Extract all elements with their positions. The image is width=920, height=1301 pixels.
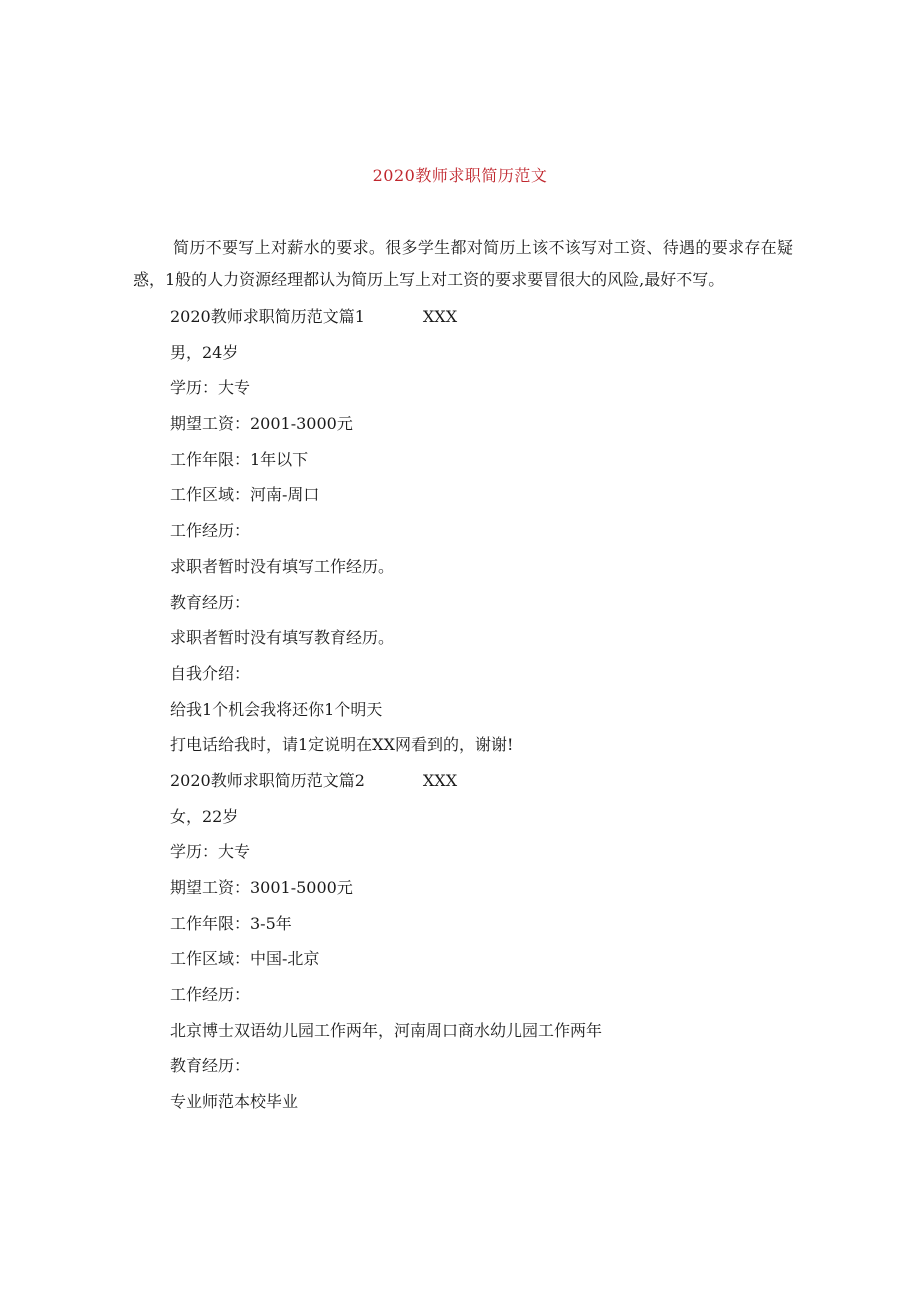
resume1-gender-age: 男，24岁 bbox=[170, 342, 239, 362]
resume1-expected-salary: 期望工资：2001-3000元 bbox=[170, 414, 353, 434]
resume2-name: XXX bbox=[422, 770, 458, 790]
resume1-heading-line bbox=[170, 304, 810, 340]
resume2-work-exp: 北京博士双语幼儿园工作两年，河南周口商水幼儿园工作两年 bbox=[170, 1020, 603, 1040]
resume1-heading: 2020教师求职简历范文篇1 bbox=[170, 307, 365, 326]
resume2-expected-salary: 期望工资：3001-5000元 bbox=[170, 878, 353, 897]
resume1-work-exp: 求职者暂时没有填写工作经历。 bbox=[170, 556, 395, 576]
resume1-edu-exp-label: 教育经历： bbox=[170, 592, 251, 612]
resume2-education-level: 学历：大专 bbox=[170, 842, 251, 862]
resume1-intro-label: 自我介绍： bbox=[170, 663, 251, 683]
resume1-intro-line2: 打电话给我时，请1定说明在XX网看到的，谢谢! bbox=[170, 735, 514, 755]
resume1-education-level: 学历：大专 bbox=[170, 378, 251, 398]
resume1-intro-line1: 给我1个机会我将还你1个明天 bbox=[170, 699, 383, 719]
resume2-work-exp-label: 工作经历： bbox=[170, 985, 251, 1005]
resume2-gender-age: 女，22岁 bbox=[170, 806, 239, 826]
resume1-work-exp-label: 工作经历： bbox=[170, 521, 251, 541]
resume2-work-years: 工作年限：3-5年 bbox=[170, 913, 292, 933]
intro-paragraph: 简历不要写上对薪水的要求。很多学生都对简历上该不该写对工资、待遇的要求存在疑惑，1般的人力资源经理都认为简历上写上对工资的要求要冒很大的风险,最好不写。 bbox=[133, 238, 793, 289]
page-title: 2020教师求职简历范文 bbox=[372, 166, 548, 185]
resume1-name: XXX bbox=[422, 307, 458, 326]
resume2-work-area: 工作区域：中国-北京 bbox=[170, 949, 320, 969]
resume2-edu-exp: 专业师范本校毕业 bbox=[170, 1092, 299, 1112]
resume-content bbox=[170, 304, 810, 1125]
resume2-edu-exp-label: 教育经历： bbox=[170, 1056, 251, 1076]
resume1-work-area: 工作区域：河南-周口 bbox=[170, 485, 320, 505]
resume2-heading: 2020教师求职简历范文篇2 bbox=[170, 770, 365, 790]
resume1-edu-exp: 求职者暂时没有填写教育经历。 bbox=[170, 628, 395, 648]
resume1-work-years: 工作年限：1年以下 bbox=[170, 449, 309, 469]
resume2-heading-line bbox=[170, 768, 810, 804]
